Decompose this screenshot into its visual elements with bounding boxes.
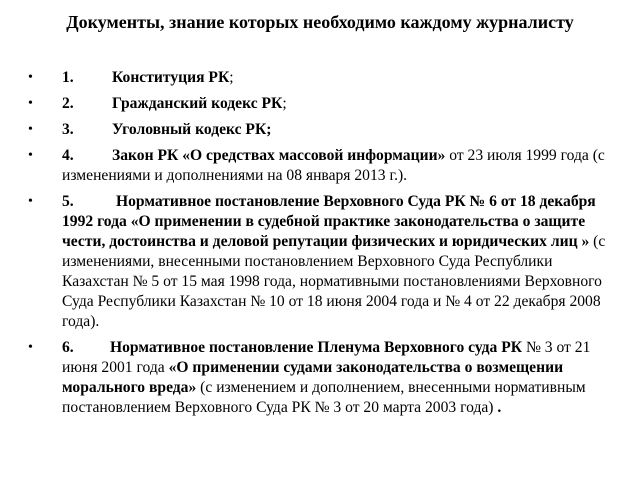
list-item <box>28 68 618 88</box>
list-item <box>28 94 618 114</box>
page-title: Документы, знание которых необходимо каждому журналисту <box>66 12 574 32</box>
bullet-icon: • <box>28 148 33 163</box>
list-item <box>28 146 618 186</box>
item-text-2: (с изменением и дополнением, внесенными нормативным постановлением Верховного Суда РК № 3 от 20 марта 2003 года) <box>62 379 586 416</box>
item-number: 1. <box>62 69 74 86</box>
item-text: ; <box>229 69 234 86</box>
bullet-icon: • <box>28 70 33 85</box>
item-end: . <box>497 399 502 416</box>
item-title: Закон РК «О средствах массовой информации» <box>112 147 446 164</box>
item-number: 2. <box>62 95 74 112</box>
item-title-2: «О применении судами законодательства о возмещении морального вреда» <box>62 359 564 396</box>
bullet-icon: • <box>28 122 33 137</box>
item-title: Гражданский кодекс РК <box>112 95 283 112</box>
document-list <box>28 68 618 424</box>
item-title: Уголовный кодекс РК; <box>112 121 272 138</box>
item-text: № 3 от 21 июня 2001 года <box>62 339 591 376</box>
item-text: от 23 июля 1999 года (с изменениями и дополнениями на 08 января 2013 г.). <box>62 147 605 184</box>
list-item <box>28 338 618 418</box>
bullet-icon: • <box>28 340 33 355</box>
item-number: 4. <box>62 147 74 164</box>
list-item <box>28 192 618 332</box>
bullet-icon: • <box>28 194 33 209</box>
list-item <box>28 120 618 140</box>
item-text: ; <box>282 95 287 112</box>
item-text: (с изменениями, внесенными постановлением Верховного Суда Республики Казахстан № 5 от 15 мая 1998 года, нормативными постановлениями Верховного Суда Республики Казахстан № 10 от 18 июня 2004 года и № 4 от 22 декабря 2008 года). <box>62 233 606 330</box>
item-title: Нормативное постановление Верховного Суда РК № 6 от 18 декабря 1992 года «О применении в судебной практике законодательства о защите чести, достоинства и деловой репутации физических и юридических лиц » <box>62 193 596 250</box>
item-number: 3. <box>62 121 74 138</box>
item-title: Нормативное постановление Пленума Верховного суда РК <box>110 339 523 356</box>
item-number: 5. <box>62 193 74 210</box>
bullet-icon: • <box>28 96 33 111</box>
item-title: Конституция РК <box>112 69 230 86</box>
item-number: 6. <box>62 339 74 356</box>
